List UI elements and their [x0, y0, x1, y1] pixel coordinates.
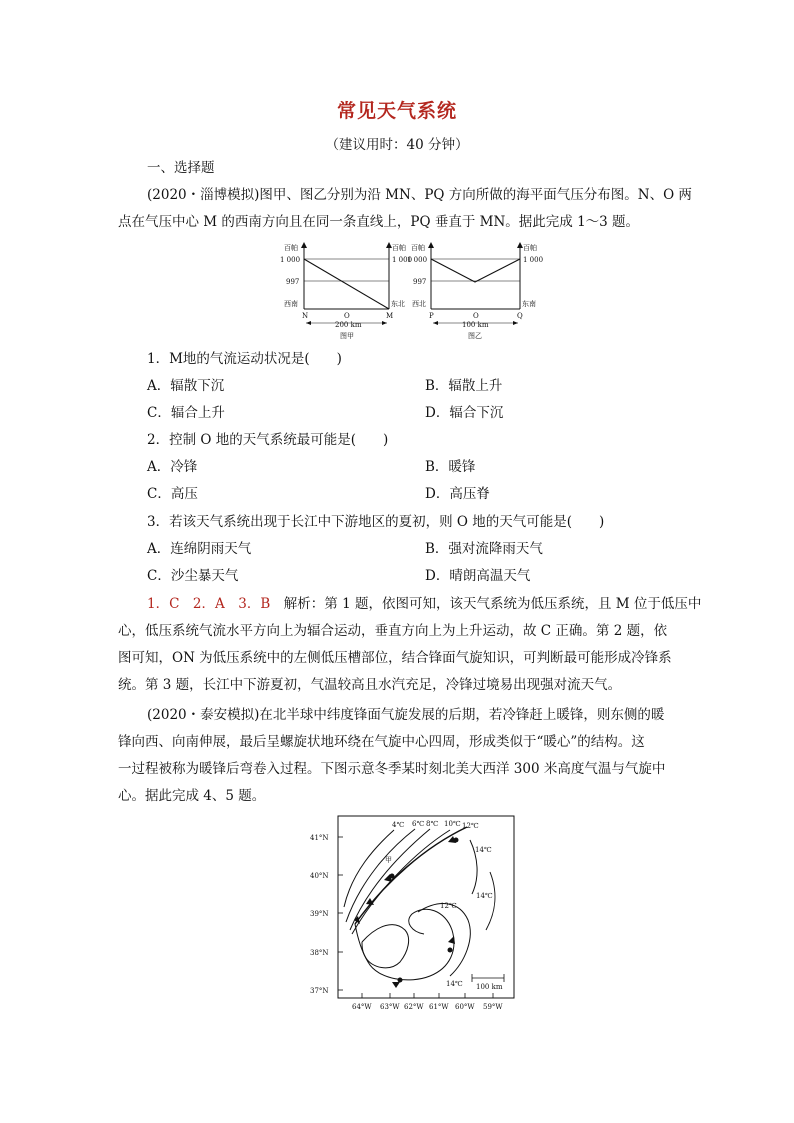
q3-stem: 3．若该天气系统出现于长江中下游地区的夏初，则 O 地的天气可能是( ) — [147, 514, 605, 530]
intro2-line3: 一过程被称为暖锋后弯卷入过程。下图示意冬季某时刻北美大西洋 300 米高度气温与气旋中 — [118, 761, 666, 777]
lat-40: 40°N — [310, 872, 329, 880]
lat-37: 37°N — [310, 987, 329, 995]
front-triangle-5 — [448, 936, 455, 944]
q2-option-a: A．冷锋 — [147, 459, 198, 475]
point-O: O — [344, 312, 350, 320]
answer-line2: 心，低压系统气流水平方向上为辐合运动，垂直方向上为上升运动，故 C 正确。第 2 题，依 — [118, 623, 668, 639]
q3-option-c: C．沙尘暴天气 — [147, 568, 239, 584]
q1-option-a: A．辐散下沉 — [147, 378, 225, 394]
warm-core-isotherm — [362, 925, 409, 968]
lat-38: 38°N — [310, 949, 329, 957]
intro1-line2: 点在气压中心 M 的西南方向且在同一条直线上，PQ 垂直于 MN。据此完成 1～3 题。 — [118, 214, 640, 230]
isotherm-14b — [486, 872, 495, 930]
lat-41: 41°N — [310, 834, 329, 842]
q3-option-b: B．强对流降雨天气 — [425, 541, 543, 557]
point-jia: 甲 — [385, 856, 392, 864]
dir-se: 东南 — [522, 300, 536, 308]
scale-right: 100 km — [462, 321, 489, 329]
q2-option-b: B．暖锋 — [425, 459, 476, 475]
label-8C: 8℃ — [426, 820, 439, 828]
occluded-front — [355, 909, 454, 980]
q2-option-d: D．高压脊 — [425, 486, 490, 502]
section-heading: 一、选择题 — [147, 160, 215, 176]
label-14C-a: 14℃ — [475, 846, 492, 854]
lon-62: 62°W — [404, 1003, 424, 1011]
front-dot-2 — [454, 838, 459, 843]
caption-left: 图甲 — [340, 332, 354, 340]
dir-ne: 东北 — [391, 300, 405, 308]
q1-option-b: B．辐散上升 — [425, 378, 503, 394]
isotherm-map-figure — [300, 812, 522, 1014]
dir-sw: 西南 — [284, 300, 298, 308]
q3-option-a: A．连绵阴雨天气 — [147, 541, 252, 557]
label-14C-c: 14℃ — [446, 980, 463, 988]
map-frame — [338, 816, 514, 998]
svg-text:1 000: 1 000 — [523, 256, 544, 264]
point-N: N — [302, 312, 309, 320]
point-M: M — [386, 312, 394, 320]
q1-stem: 1．M地的气流运动状况是( ) — [147, 351, 342, 367]
tick-997: 997 — [286, 278, 300, 286]
intro2-line2: 锋向西、向南伸展，最后呈螺旋状地环绕在气旋中心四周，形成类似于“暖心”的结构。这 — [118, 734, 645, 750]
intro2-line4: 心。据此完成 4、5 题。 — [118, 788, 266, 804]
q3-option-d: D．晴朗高温天气 — [425, 568, 531, 584]
dir-nw: 西北 — [412, 300, 426, 308]
label-14C-b: 14℃ — [476, 892, 493, 900]
lon-59: 59°W — [483, 1003, 503, 1011]
label-12C-b: 12℃ — [440, 902, 457, 910]
svg-text:百帕: 百帕 — [392, 244, 406, 252]
answer-line4: 统。第 3 题，长江中下游夏初，气温较高且水汽充足，冷锋过境易出现强对流天气。 — [118, 677, 622, 693]
unit-label: 百帕 — [284, 244, 298, 252]
label-4C: 4℃ — [392, 821, 405, 829]
time-hint: （建议用时：40 分钟） — [325, 137, 469, 153]
svg-text:百帕: 百帕 — [523, 244, 537, 252]
answer-explanation-1: 解析：第 1 题，依图可知，该天气系统为低压系统，且 M 位于低压中 — [270, 596, 702, 612]
svg-text:1 000: 1 000 — [392, 256, 413, 264]
caption-right: 图乙 — [468, 332, 482, 340]
page-title: 常见天气系统 — [336, 100, 457, 122]
point-P: P — [429, 312, 434, 320]
front-dot-1 — [390, 874, 395, 879]
answer-key: 1．C 2．A 3．B — [147, 596, 271, 612]
label-10C: 10℃ — [444, 820, 461, 828]
pressure-profile-figure — [254, 240, 544, 348]
q2-option-c: C．高压 — [147, 486, 198, 502]
lat-39: 39°N — [310, 910, 329, 918]
lon-64: 64°W — [352, 1003, 372, 1011]
point-Q: Q — [517, 312, 523, 320]
front-dot-4 — [398, 978, 403, 983]
map-scale: 100 km — [476, 983, 503, 991]
intro2-line1: (2020・泰安模拟)在北半球中纬度锋面气旋发展的后期，若冷锋赶上暖锋，则东侧的暖 — [147, 707, 665, 723]
pressure-line-right — [431, 259, 520, 282]
answer-line3: 图可知，ON 为低压系统中的左侧低压槽部位，结合锋面气旋知识，可判断最可能形成冷锋系 — [118, 650, 672, 666]
q1-option-d: D．辐合下沉 — [425, 405, 504, 421]
svg-text:1 000: 1 000 — [407, 256, 428, 264]
svg-text:O: O — [473, 312, 479, 320]
lon-63: 63°W — [380, 1003, 400, 1011]
svg-text:997: 997 — [413, 278, 427, 286]
pressure-line-left — [304, 259, 389, 309]
label-12C: 12℃ — [462, 822, 479, 830]
lon-60: 60°W — [455, 1003, 475, 1011]
tick-1000: 1 000 — [280, 256, 301, 264]
scale-left: 200 km — [335, 321, 362, 329]
front-dot-3 — [448, 948, 453, 953]
lon-61: 61°W — [429, 1003, 449, 1011]
q1-option-c: C．辐合上升 — [147, 405, 225, 421]
svg-text:百帕: 百帕 — [411, 244, 425, 252]
front-triangle-6 — [392, 982, 400, 988]
isotherm-12b — [418, 904, 470, 976]
intro1-line1: (2020・淄博模拟)图甲、图乙分别为沿 MN、PQ 方向所做的海平面气压分布图。N、O 两 — [147, 187, 692, 203]
answer-line1 — [147, 591, 701, 618]
q2-stem: 2．控制 O 地的天气系统最可能是( ) — [147, 432, 389, 448]
label-6C: 6℃ — [412, 820, 425, 828]
